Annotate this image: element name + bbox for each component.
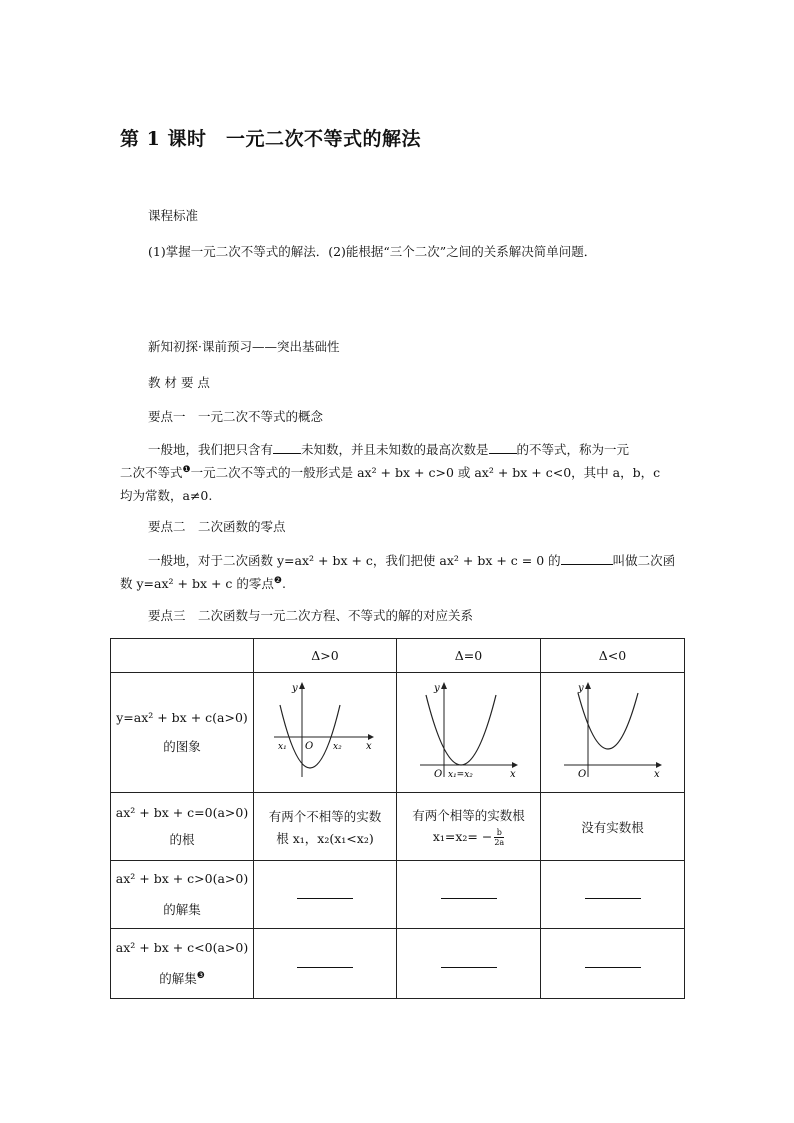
footnote-marker-3: ❸ [196, 970, 205, 981]
point2-text-b: 叫做二次函 [612, 553, 676, 568]
blank-3 [561, 552, 613, 565]
roots-none: 没有实数根 [541, 793, 685, 861]
blank-1 [273, 441, 301, 454]
graph-no-root [541, 673, 685, 793]
origin-label: O [433, 769, 442, 780]
relation-table [110, 638, 685, 999]
point1-text-c: 的不等式，称为一元 [516, 442, 630, 457]
y-axis-label: y [292, 683, 298, 694]
point1-text-a: 一般地，我们把只含有 [148, 442, 274, 457]
gt-solution-blank-3 [541, 861, 685, 929]
y-axis-label: y [577, 683, 584, 694]
origin-label: O [305, 741, 314, 752]
row-lt-solution-label [111, 929, 254, 999]
lt-solution-blank-3 [541, 929, 685, 999]
point3-heading: 要点三 二次函数与一元二次方程、不等式的解的对应关系 [148, 608, 474, 623]
page-title: 第 1 课时 一元二次不等式的解法 [120, 128, 421, 150]
header-delta-positive: Δ>0 [254, 639, 397, 673]
y-axis-label: y [433, 683, 440, 694]
section-heading: 新知初探·课前预习——突出基础性 [148, 339, 340, 354]
gt-solution-blank-1 [254, 861, 397, 929]
gt-solution-blank-2 [397, 861, 541, 929]
row-graph-label-a: y=ax² + bx + c(a>0) [116, 710, 248, 725]
point2-heading: 要点二 二次函数的零点 [148, 519, 286, 534]
x-axis-label: x [509, 769, 516, 780]
row-graph-label-b: 的图象 [163, 739, 201, 754]
roots-two-distinct [254, 793, 397, 861]
root-x1-label: x₁ [278, 742, 287, 752]
header-empty [111, 639, 254, 673]
point2-text-a: 一般地，对于二次函数 y=ax² + bx + c，我们把使 ax² + bx + c = 0 的 [148, 553, 561, 568]
row-gt-label-a: ax² + bx + c>0(a>0) [115, 871, 249, 886]
graph-two-roots [254, 673, 397, 793]
point2-line1 [148, 551, 675, 569]
point2-text-c: 数 y=ax² + bx + c 的零点 [120, 576, 274, 591]
footnote-marker-2: ❷ [273, 575, 282, 586]
point1-line1 [148, 440, 629, 458]
roots-double-a: 有两个相等的实数根 [412, 808, 525, 823]
point1-text-e: 一元二次不等式的一般形式是 ax² + bx + c>0 或 ax² + bx + c<0，其中 a，b，c [190, 465, 661, 480]
roots-double-b: x₁=x₂= − $\frac{b}{2a}$ [432, 828, 505, 847]
parabola-no-root-graph [558, 679, 668, 783]
parabola-one-root-graph [414, 679, 524, 783]
row-lt-label-b: 的解集$^❸$ [159, 970, 205, 986]
point1-text-b: 未知数，并且未知数的最高次数是 [301, 442, 489, 457]
root-x2-label: x₂ [333, 742, 342, 752]
point1-line3: 均为常数，a≠0. [120, 488, 213, 503]
section-subheading: 教 材 要 点 [148, 375, 210, 390]
row-roots-label-b: 的根 [169, 832, 195, 847]
origin-label: O [577, 769, 586, 780]
blank-2 [489, 441, 517, 454]
row-gt-solution-label [111, 861, 254, 929]
standard-text: (1)掌握一元二次不等式的解法．(2)能根据“三个二次”之间的关系解决简单问题． [148, 244, 597, 259]
parabola-two-roots-graph [270, 679, 380, 783]
fraction-b-over-2a: $\frac{b}{2a}$ [494, 828, 505, 847]
row-lt-label-a: ax² + bx + c<0(a>0) [115, 940, 249, 955]
header-delta-zero: Δ=0 [397, 639, 541, 673]
double-root-label: x₁=x₂ [447, 770, 473, 780]
roots-double [397, 793, 541, 861]
row-roots-label [111, 793, 254, 861]
footnote-marker-1: ❶ [182, 464, 191, 475]
row-roots-label-a: ax² + bx + c=0(a>0) [115, 805, 249, 820]
point1-text-d: 二次不等式 [120, 465, 183, 480]
graph-one-root [397, 673, 541, 793]
standard-heading: 课程标准 [148, 208, 199, 223]
point1-heading: 要点一 一元二次不等式的概念 [148, 409, 324, 424]
point2-line2: 数 y=ax² + bx + c 的零点$^❷$. [120, 575, 286, 591]
lt-solution-blank-2 [397, 929, 541, 999]
row-gt-label-b: 的解集 [163, 902, 201, 917]
point1-line2 [120, 463, 660, 481]
lt-solution-blank-1 [254, 929, 397, 999]
roots-two-distinct-a: 有两个不相等的实数 [268, 808, 382, 824]
row-graph-label [111, 673, 254, 793]
x-axis-label: x [653, 769, 660, 780]
header-delta-negative: Δ<0 [541, 639, 685, 673]
roots-two-distinct-b: 根 x₁，x₂(x₁<x₂) [276, 830, 374, 846]
x-axis-label: x [366, 741, 372, 752]
